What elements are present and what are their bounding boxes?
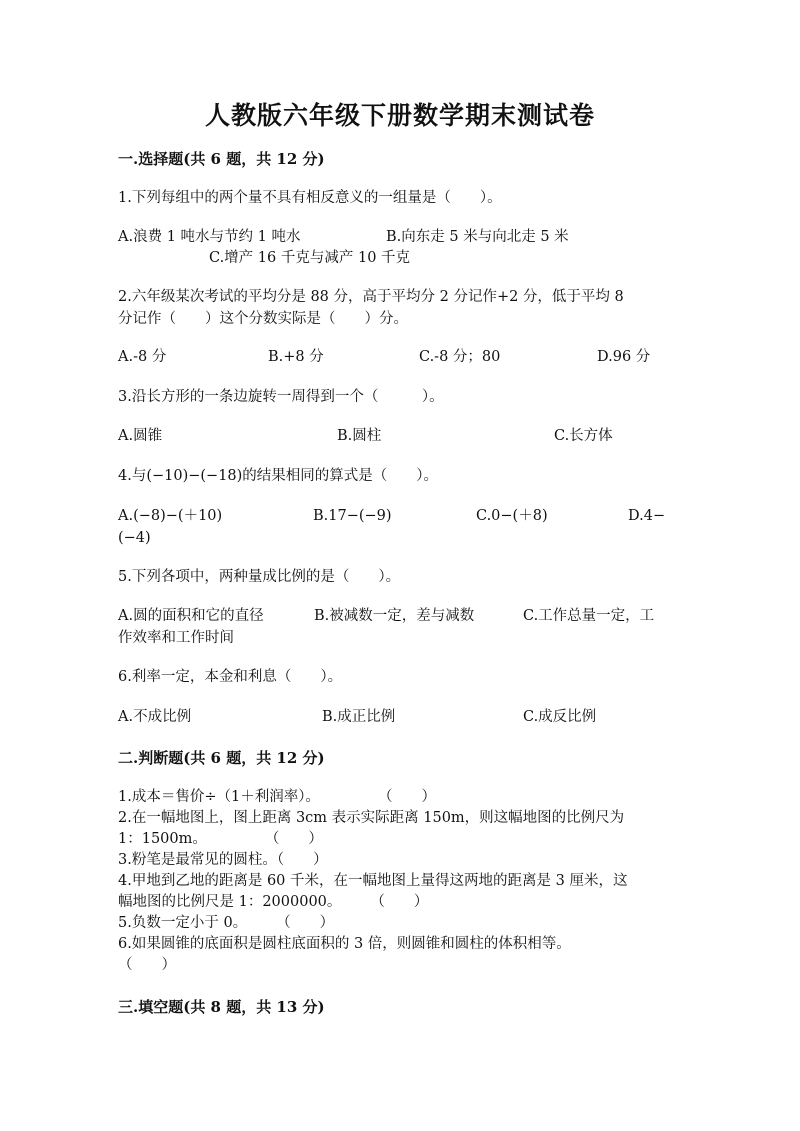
question-stem: 6.利率一定，本金和利息（ ）。 [118, 669, 343, 685]
judgment-line: 2.在一幅地图上，图上距离 3cm 表示实际距离 150m，则这幅地图的比例尺为 [118, 810, 625, 826]
option-b: B.向东走 5 米与向北走 5 米 [386, 229, 569, 245]
question-stem: 3.沿长方形的一条边旋转一周得到一个（ ）。 [118, 389, 444, 405]
judgment-line: 5.负数一定小于 0。 （ ） [118, 915, 335, 931]
option-b: B.17−(−9) [313, 508, 392, 524]
option-c: C.-8 分；80 [419, 349, 501, 365]
option-a: A.圆锥 [118, 428, 163, 444]
judgment-line: （ ） [118, 957, 176, 973]
section-heading-fill-in: 三.填空题(共 8 题，共 13 分) [118, 998, 325, 1016]
section-heading-choice: 一.选择题(共 6 题，共 12 分) [118, 150, 325, 168]
option-c-continued: 作效率和工作时间 [118, 630, 234, 646]
judgment-line: 1.成本＝售价÷（1＋利润率）。 （ ） [118, 789, 436, 805]
judgment-line: 6.如果圆锥的底面积是圆柱底面积的 3 倍，则圆锥和圆柱的体积相等。 [118, 936, 571, 952]
option-a: A.浪费 1 吨水与节约 1 吨水 [118, 229, 301, 245]
option-a: A.圆的面积和它的直径 [118, 608, 264, 624]
option-a: A.不成比例 [118, 709, 192, 725]
judgment-line: 4.甲地到乙地的距离是 60 千米，在一幅地图上量得这两地的距离是 3 厘米，这 [118, 873, 628, 889]
section-heading-true-false: 二.判断题(共 6 题，共 12 分) [118, 749, 325, 767]
question-stem: 2.六年级某次考试的平均分是 88 分，高于平均分 2 分记作+2 分，低于平均 8 [118, 289, 624, 305]
option-c: C.工作总量一定，工 [523, 608, 655, 624]
question-stem: 4.与(−10)−(−18)的结果相同的算式是（ ）。 [118, 468, 439, 484]
question-stem: 1.下列每组中的两个量不具有相反意义的一组量是（ ）。 [118, 190, 502, 206]
option-c: C.长方体 [554, 428, 613, 444]
option-b: B.成正比例 [322, 709, 396, 725]
judgment-line: 1：1500m。 （ ） [118, 831, 323, 847]
option-d: D.96 分 [597, 349, 651, 365]
option-a: A.(−8)−(＋10) [118, 508, 223, 524]
option-c: C.增产 16 千克与减产 10 千克 [209, 250, 411, 266]
option-c: C.成反比例 [523, 709, 597, 725]
option-b: B.被减数一定，差与减数 [314, 608, 475, 624]
option-d-continued: (−4) [118, 530, 151, 546]
option-b: B.+8 分 [268, 349, 324, 365]
question-stem-continued: 分记作（ ）这个分数实际是（ ）分。 [118, 311, 408, 327]
judgment-line: 幅地图的比例尺是 1：2000000。 （ ） [118, 894, 429, 910]
page-title: 人教版六年级下册数学期末测试卷 [204, 101, 595, 130]
option-c: C.0−(＋8) [476, 508, 548, 524]
option-b: B.圆柱 [337, 428, 382, 444]
option-d: D.4− [628, 508, 666, 524]
judgment-line: 3.粉笔是最常见的圆柱。（ ） [118, 852, 328, 868]
option-a: A.-8 分 [118, 349, 167, 365]
question-stem: 5.下列各项中，两种量成比例的是（ ）。 [118, 569, 401, 585]
